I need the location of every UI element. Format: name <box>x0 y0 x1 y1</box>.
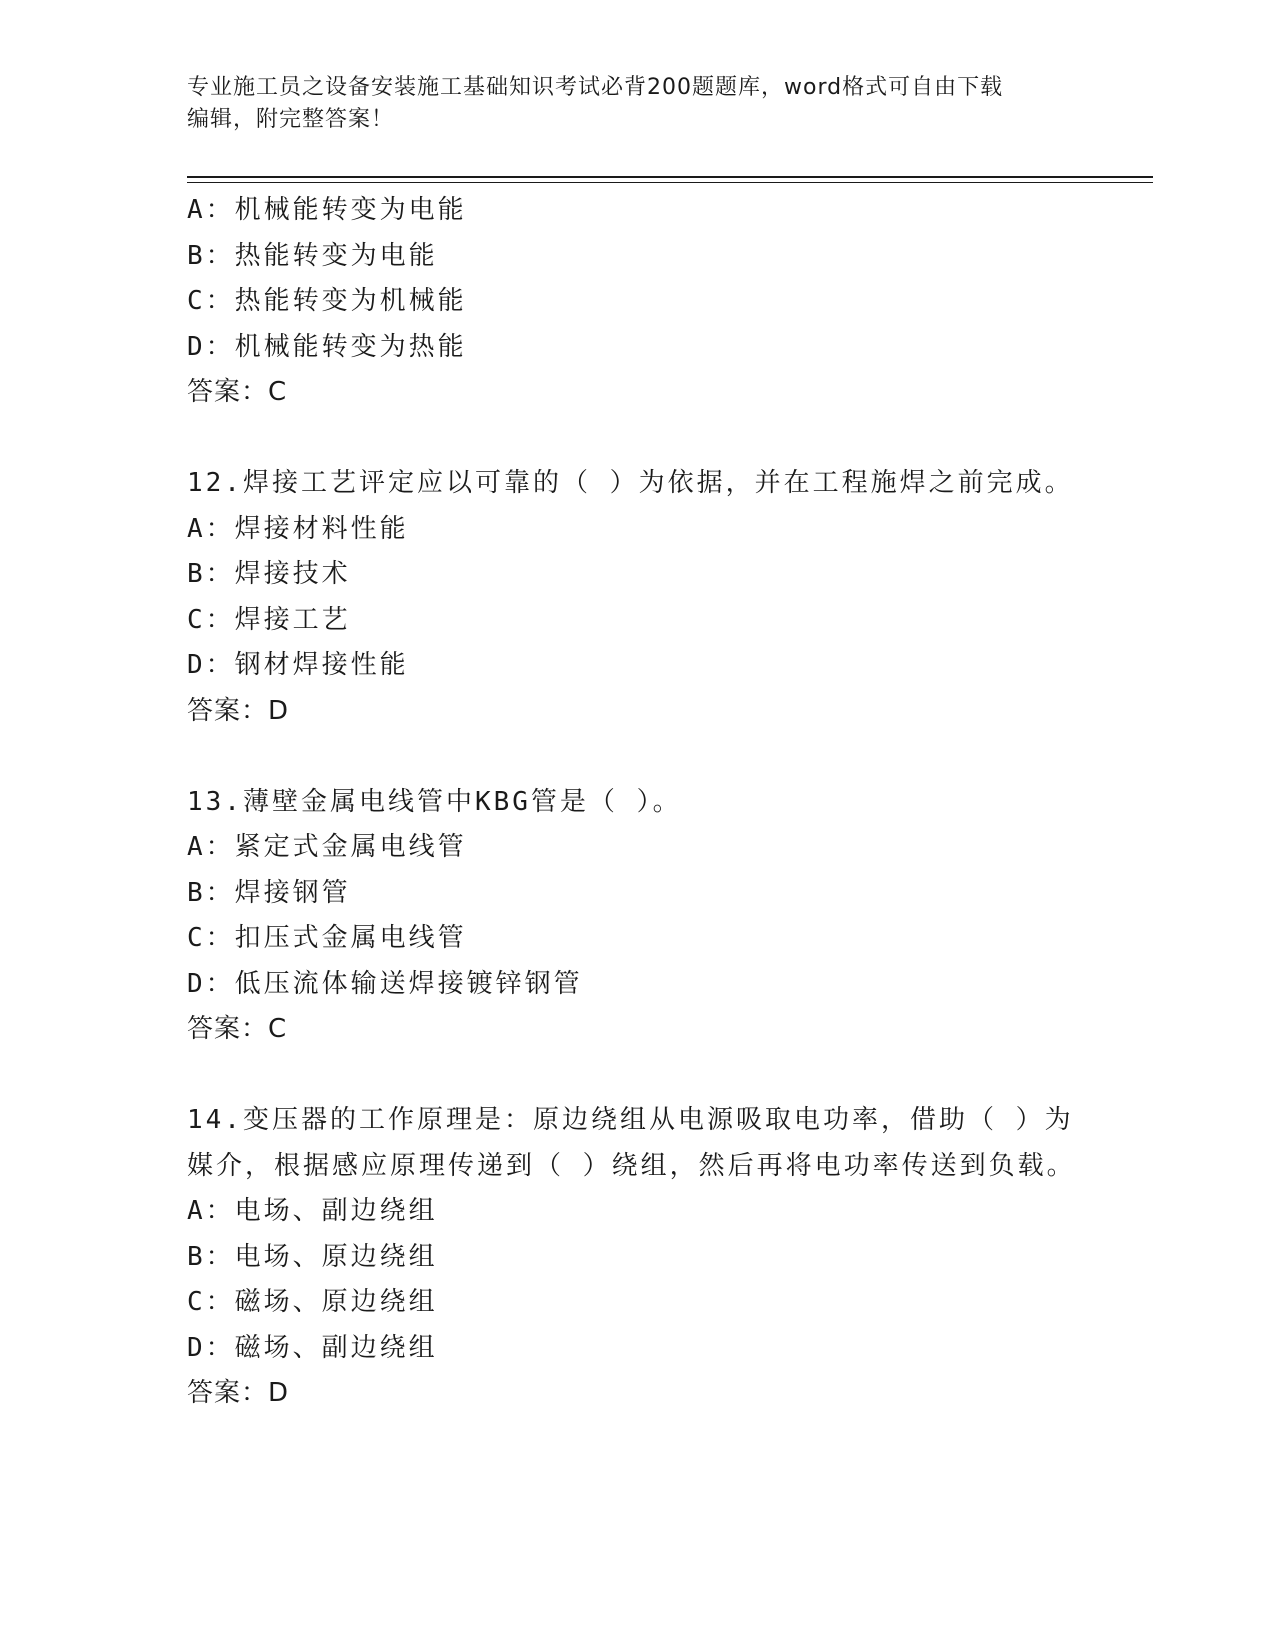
header-divider-thick <box>187 176 1153 178</box>
answer: 答案：D <box>187 695 290 726</box>
question-11-continued <box>187 188 1087 416</box>
header-title-line-1: 专业施工员之设备安装施工基础知识考试必背200题题库，word格式可自由下载 <box>187 75 1004 100</box>
question-stem-line-2: 媒介，根据感应原理传递到（ ）绕组，然后再将电功率传送到负载。 <box>187 1150 1076 1181</box>
header-title-line-2: 编辑，附完整答案！ <box>187 107 395 132</box>
answer: 答案：C <box>187 1014 288 1044</box>
question-stem-line-1: 14.变压器的工作原理是：原边绕组从电源吸取电功率，借助（ ）为 <box>187 1105 1074 1135</box>
option-a: A：电场、副边绕组 <box>187 1196 438 1226</box>
spacer <box>187 416 1087 462</box>
option-b: B：焊接技术 <box>187 559 351 589</box>
option-c: C：磁场、原边绕组 <box>187 1287 438 1317</box>
answer: 答案：D <box>187 1378 290 1408</box>
option-d: D：机械能转变为热能 <box>187 331 467 362</box>
document-header <box>187 72 1067 136</box>
option-b: B：热能转变为电能 <box>187 240 438 271</box>
option-c: C：热能转变为机械能 <box>187 286 467 316</box>
option-b: B：焊接钢管 <box>187 877 351 908</box>
option-d: D：低压流体输送焊接镀锌钢管 <box>187 968 583 999</box>
question-list <box>187 188 1087 1417</box>
option-a: A：机械能转变为电能 <box>187 195 467 225</box>
option-a: A：紧定式金属电线管 <box>187 832 467 862</box>
question-14 <box>187 1098 1087 1417</box>
answer: 答案：C <box>187 377 288 407</box>
option-c: C：焊接工艺 <box>187 604 351 635</box>
question-13 <box>187 780 1087 1053</box>
option-a: A：焊接材料性能 <box>187 513 409 544</box>
option-d: D：磁场、副边绕组 <box>187 1332 438 1363</box>
option-b: B：电场、原边绕组 <box>187 1241 438 1272</box>
option-c: C：扣压式金属电线管 <box>187 923 467 953</box>
question-stem: 13.薄壁金属电线管中KBG管是（ ）。 <box>187 786 682 817</box>
spacer <box>187 1053 1087 1099</box>
option-d: D：钢材焊接性能 <box>187 650 409 680</box>
header-divider-thin <box>187 182 1153 183</box>
spacer <box>187 734 1087 780</box>
question-stem: 12.焊接工艺评定应以可靠的（ ）为依据，并在工程施焊之前完成。 <box>187 468 1074 498</box>
question-12 <box>187 461 1087 734</box>
